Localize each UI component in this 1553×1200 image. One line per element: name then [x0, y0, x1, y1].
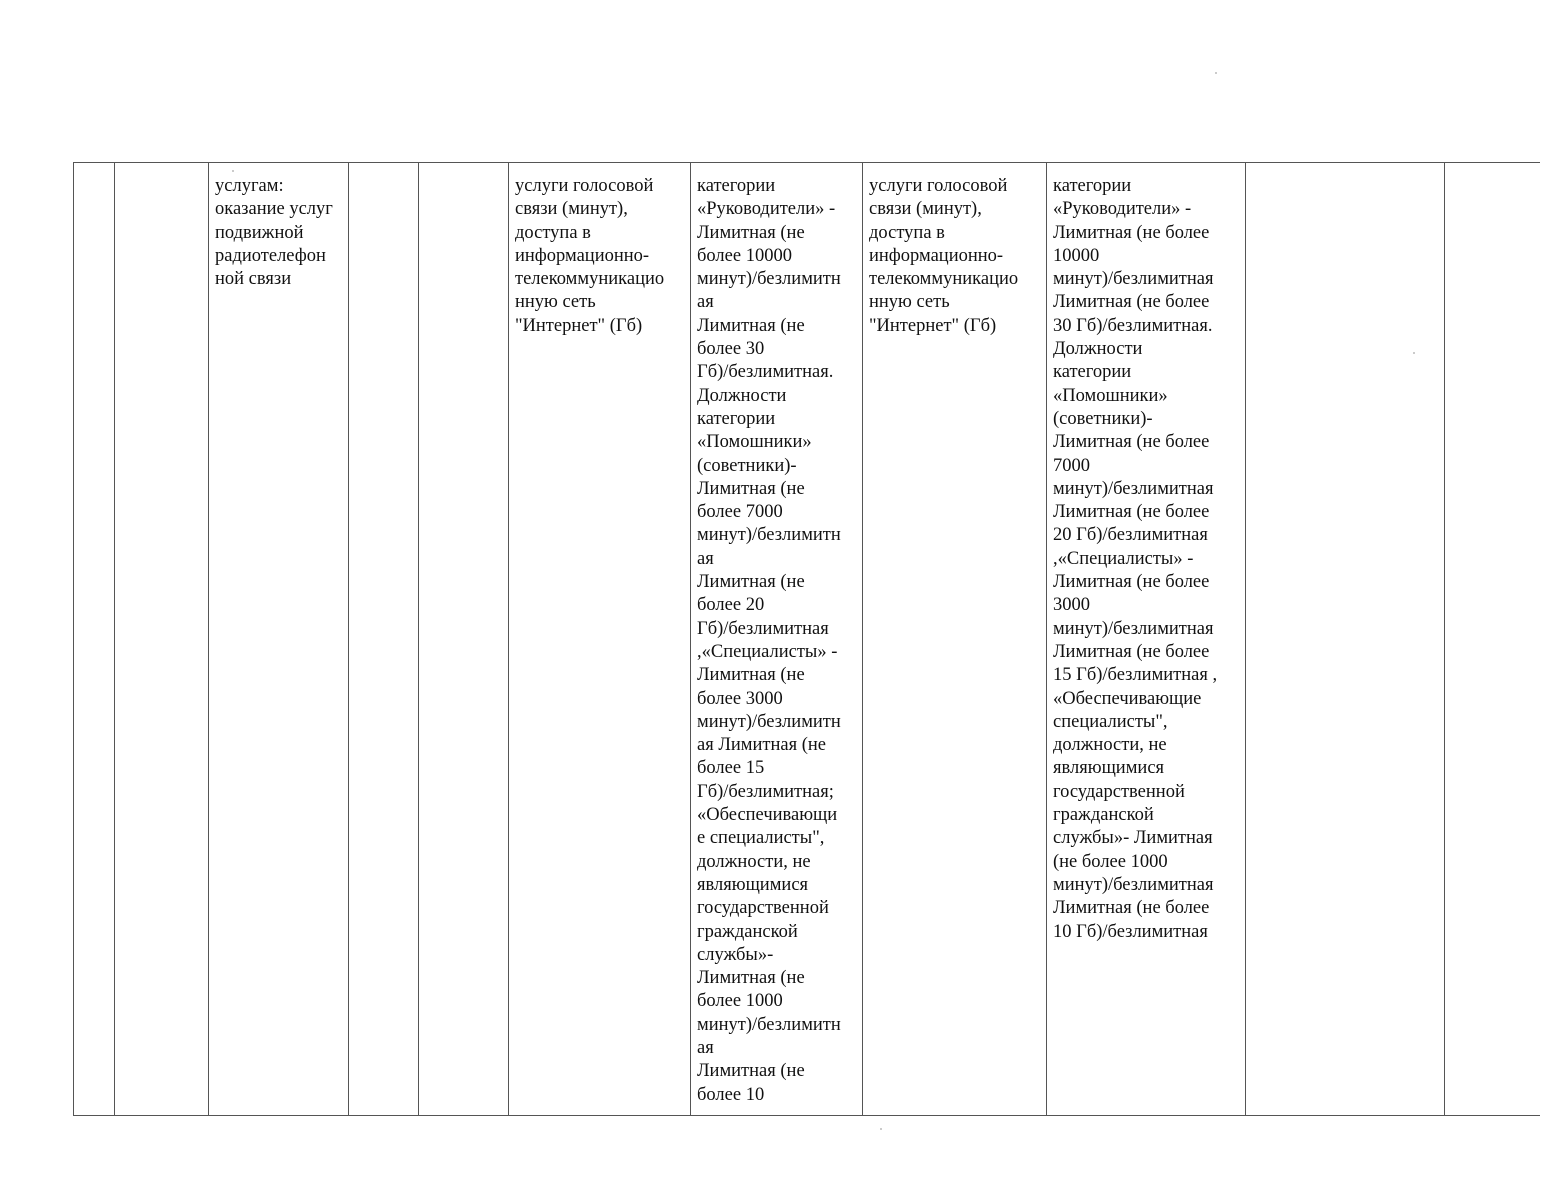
cell-code [115, 163, 209, 1116]
cell-empty-4 [349, 163, 419, 1116]
services-table [73, 162, 1540, 1116]
cell-service-name: услугам: оказание услуг подвижной радиотелефон ной связи [209, 163, 349, 1116]
scan-speck [1215, 72, 1217, 74]
cell-value: категории «Руководители» - Лимитная (не более 10000 минут)/безлимитн ая Лимитная (не более 30 Гб)/безлимитная. Должности категории «Помошники» (советники)- Лимитная (не более 7000 минут)/безлимитн ая Лимитная (не более 20 Гб)/безлимитная ,«Специалисты» - Лимитная (не более 3000 минут)/безлимитн ая Лимитная (не более 15 Гб)/безлимитная; «Обеспечивающи е специалисты", должности, не являющимися государственной гражданской службы»- Лимитная (не более 1000 минут)/безлимитн ая Лимитная (не более 10 [691, 163, 863, 1116]
scan-speck [880, 1128, 882, 1130]
cell-empty-5 [419, 163, 509, 1116]
cell-number [74, 163, 115, 1116]
cell-characteristic: услуги голосовой связи (минут), доступа в информационно- телекоммуникацио нную сеть "Интернет" (Гб) [509, 163, 691, 1116]
scan-speck [232, 170, 234, 172]
cell-characteristic-2: услуги голосовой связи (минут), доступа в информационно- телекоммуникацио нную сеть "Интернет" (Гб) [863, 163, 1047, 1116]
table-row [74, 163, 1540, 1116]
cell-empty-11 [1445, 163, 1540, 1116]
cell-value-2: категории «Руководители» - Лимитная (не более 10000 минут)/безлимитная Лимитная (не более 30 Гб)/безлимитная. Должности категории «Помошники» (советники)- Лимитная (не более 7000 минут)/безлимитная Лимитная (не более 20 Гб)/безлимитная ,«Специалисты» - Лимитная (не более 3000 минут)/безлимитная Лимитная (не более 15 Гб)/безлимитная , «Обеспечивающие специалисты", должности, не являющимися государственной гражданской службы»- Лимитная (не более 1000 минут)/безлимитная Лимитная (не более 10 Гб)/безлимитная [1047, 163, 1246, 1116]
cell-empty-10 [1246, 163, 1445, 1116]
scan-speck [1413, 352, 1415, 354]
